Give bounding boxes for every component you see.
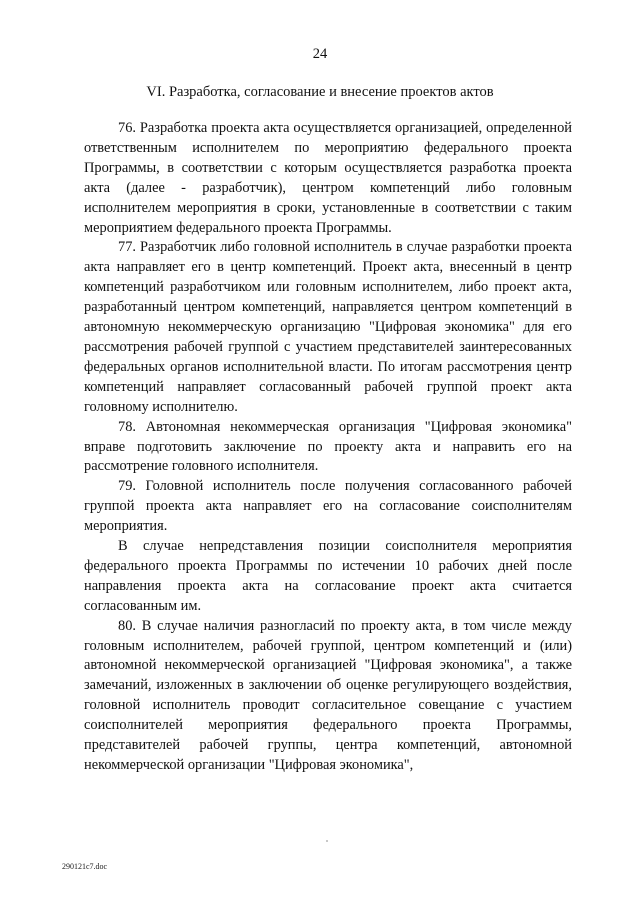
paragraph-79-continuation: В случае непредставления позиции соисполнителя мероприятия федерального проекта Программы по истечении 10 рабочих дней после направления проекта акта на согласование проект акта считается согласованным им. xyxy=(84,538,572,614)
paragraph-80: 80. В случае наличия разногласий по проекту акта, в том числе между головным исполнителем, рабочей группой, центром компетенций и (или) автономной некоммерческой организацией "Цифровая экономика", а также замечаний, изложенных в заключении об оценке регулирующего воздействия, головной исполнитель проводит согласительное совещание с участием соисполнителей мероприятия федерального проекта Программы, представителей рабочей группы, центра компетенций, автономной некоммерческой организации "Цифровая экономика", xyxy=(84,617,572,773)
scan-speck xyxy=(326,840,328,842)
paragraph-79: 79. Головной исполнитель после получения согласованного рабочей группой проекта акта направляет его на согласование соисполнителям мероприятия. xyxy=(84,478,572,535)
page-number: 24 xyxy=(312,46,328,62)
footer-file-code: 290121с7.doc xyxy=(62,862,108,871)
paragraph-78: 78. Автономная некоммерческая организация "Цифровая экономика" вправе подготовить заключение по проекту акта и направить его на рассмотрение головного исполнителя. xyxy=(84,418,572,475)
document-body xyxy=(84,119,572,776)
paragraph-77: 77. Разработчик либо головной исполнитель в случае разработки проекта акта направляет его в центр компетенций. Проект акта, внесенный в центр компетенций разработчиком или головным исполнителем, либо проект акта, разработанный центром компетенций, направляется центром компетенций в автономную некоммерческую организацию "Цифровая экономика" для его рассмотрения рабочей группой с участием представителей заинтересованных федеральных органов исполнительной власти. По итогам рассмотрения центр компетенций направляет согласованный рабочей группой проект акта головному исполнителю. xyxy=(84,239,572,415)
paragraph-76: 76. Разработка проекта акта осуществляется организацией, определенной ответственным исполнителем по мероприятию федерального проекта Программы, в соответствии с которым осуществляется разработка проекта акта (далее - разработчик), центром компетенций либо головным исполнителем мероприятия в сроки, установленные в соответствии с таким мероприятием федерального проекта Программы. xyxy=(84,120,572,236)
section-title: VI. Разработка, согласование и внесение проектов актов xyxy=(146,84,494,100)
